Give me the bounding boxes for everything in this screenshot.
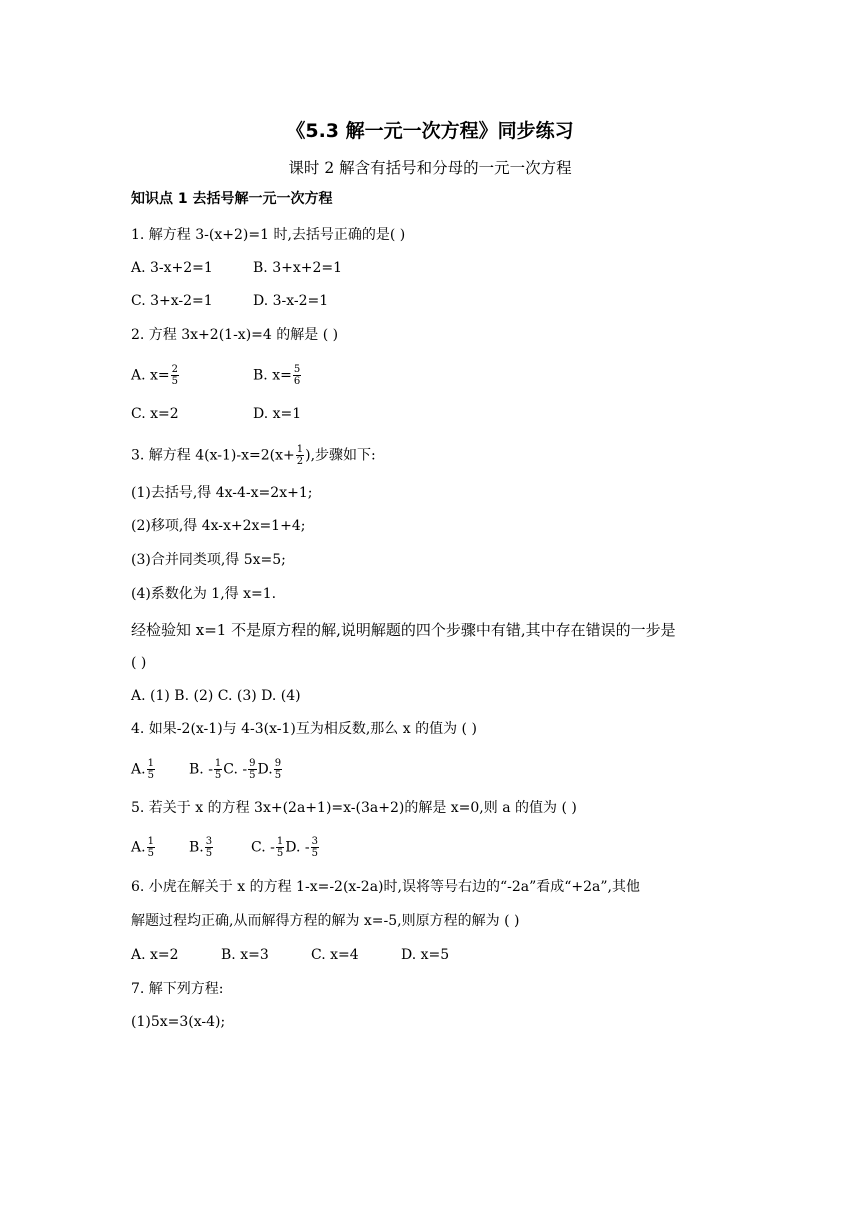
question-5-stem: 5. 若关于 x 的方程 3x+(2a+1)=x-(3a+2)的解是 x=0,则 a 的值为 ( ) — [131, 800, 577, 816]
question-2-options-row1 — [131, 364, 302, 387]
fraction-denominator: 5 — [171, 376, 179, 387]
fraction — [214, 758, 222, 781]
q4-option-a — [131, 758, 189, 781]
question-7-stem: 7. 解下列方程: — [131, 981, 224, 997]
fraction-denominator: 5 — [274, 770, 282, 781]
fraction-denominator: 5 — [214, 770, 222, 781]
q4-option-c — [223, 758, 257, 781]
q1-option-a: A. 3-x+2=1 — [131, 260, 213, 276]
question-4-options — [131, 758, 283, 781]
fraction-numerator: 3 — [205, 836, 213, 847]
fraction-numerator: 1 — [296, 444, 304, 455]
q2-option-b — [253, 364, 302, 387]
q4-option-d — [258, 758, 284, 781]
page-subtitle: 课时 2 解含有括号和分母的一元一次方程 — [288, 159, 572, 177]
question-3-stem — [131, 444, 376, 467]
fraction — [171, 364, 179, 387]
question-1-stem: 1. 解方程 3-(x+2)=1 时,去括号正确的是( ) — [131, 227, 406, 243]
q6-option-c: C. x=4 — [311, 947, 359, 963]
q2-option-b-prefix: B. x= — [253, 367, 292, 384]
question-1-options-row2 — [131, 291, 328, 311]
q6-option-d: D. x=5 — [401, 947, 450, 963]
q6-option-a: A. x=2 — [131, 947, 179, 963]
q5-option-b — [189, 836, 251, 859]
question-4-stem: 4. 如果-2(x-1)与 4-3(x-1)互为相反数,那么 x 的值为 ( ) — [131, 721, 477, 737]
q1-option-d: D. 3-x-2=1 — [253, 293, 329, 309]
fraction-numerator: 9 — [274, 758, 282, 769]
fraction — [276, 836, 284, 859]
q3-step-3: (3)合并同类项,得 5x=5; — [131, 552, 286, 568]
fraction — [147, 836, 155, 859]
fraction-numerator: 1 — [147, 758, 154, 769]
fraction-numerator: 1 — [276, 836, 284, 847]
page-title: 《5.3 解一元一次方程》同步练习 — [286, 120, 574, 142]
fraction-numerator: 9 — [249, 758, 256, 769]
question-2-options-row2 — [131, 404, 301, 424]
fraction-numerator: 2 — [171, 364, 179, 375]
q2-option-d: D. x=1 — [253, 406, 302, 422]
fraction-numerator: 1 — [147, 836, 154, 847]
q6-option-b: B. x=3 — [221, 947, 269, 963]
q3-step-4: (4)系数化为 1,得 x=1. — [131, 586, 277, 602]
q3-stem-pre: 3. 解方程 4(x-1)-x=2(x+ — [131, 447, 295, 464]
q1-option-c: C. 3+x-2=1 — [131, 293, 213, 309]
q5-option-c-label: C. - — [251, 839, 275, 856]
fraction-denominator: 2 — [296, 456, 304, 467]
q5-option-d-label: D. - — [285, 839, 310, 856]
q5-option-b-label: B. — [189, 839, 204, 856]
question-5-options — [131, 836, 320, 859]
q4-option-b-label: B. - — [189, 761, 213, 778]
fraction-denominator: 5 — [249, 770, 256, 781]
fraction-numerator: 5 — [293, 364, 301, 375]
fraction-denominator: 5 — [205, 848, 213, 859]
q3-stem-post: ),步骤如下: — [305, 447, 376, 464]
fraction — [274, 758, 282, 781]
fraction-denominator: 5 — [311, 848, 318, 859]
fraction-denominator: 6 — [293, 376, 301, 387]
fraction — [293, 364, 301, 387]
q1-option-b: B. 3+x+2=1 — [253, 260, 342, 276]
q4-option-d-label: D. — [257, 761, 273, 778]
q5-option-d — [285, 836, 320, 859]
question-2-stem: 2. 方程 3x+2(1-x)=4 的解是 ( ) — [131, 327, 339, 343]
q3-step-2: (2)移项,得 4x-x+2x=1+4; — [131, 518, 306, 534]
fraction — [248, 758, 256, 781]
q5-option-a-label: A. — [131, 839, 146, 856]
q2-option-a — [131, 364, 253, 387]
q3-step-1: (1)去括号,得 4x-4-x=2x+1; — [131, 485, 313, 501]
fraction — [205, 836, 213, 859]
section-heading: 知识点 1 去括号解一元一次方程 — [131, 191, 333, 207]
q5-option-a — [131, 836, 189, 859]
question-6-options — [131, 945, 449, 965]
question-6-line-2: 解题过程均正确,从而解得方程的解为 x=-5,则原方程的解为 ( ) — [131, 913, 520, 929]
fraction-denominator: 5 — [147, 848, 154, 859]
fraction — [296, 444, 304, 467]
fraction-denominator: 5 — [147, 770, 154, 781]
q3-note: 经检验知 x=1 不是原方程的解,说明解题的四个步骤中有错,其中存在错误的一步是 — [131, 621, 676, 639]
q3-options: A. (1) B. (2) C. (3) D. (4) — [131, 688, 301, 704]
fraction-numerator: 1 — [214, 758, 222, 769]
fraction-numerator: 3 — [311, 836, 318, 847]
q5-option-c — [251, 836, 285, 859]
q4-option-b — [189, 758, 223, 781]
q3-answer-paren: ( ) — [131, 655, 147, 671]
fraction-denominator: 5 — [276, 848, 284, 859]
q2-option-c: C. x=2 — [131, 406, 179, 422]
question-7-part-1: (1)5x=3(x-4); — [131, 1014, 226, 1030]
question-6-line-1: 6. 小虎在解关于 x 的方程 1-x=-2(x-2a)时,误将等号右边的“-2a”看成“+2a”,其他 — [131, 879, 641, 895]
q4-option-a-label: A. — [131, 761, 146, 778]
question-1-options-row1 — [131, 258, 342, 278]
q4-option-c-label: C. - — [223, 761, 248, 778]
fraction — [147, 758, 155, 781]
fraction — [311, 836, 319, 859]
q2-option-a-prefix: A. x= — [131, 367, 170, 384]
